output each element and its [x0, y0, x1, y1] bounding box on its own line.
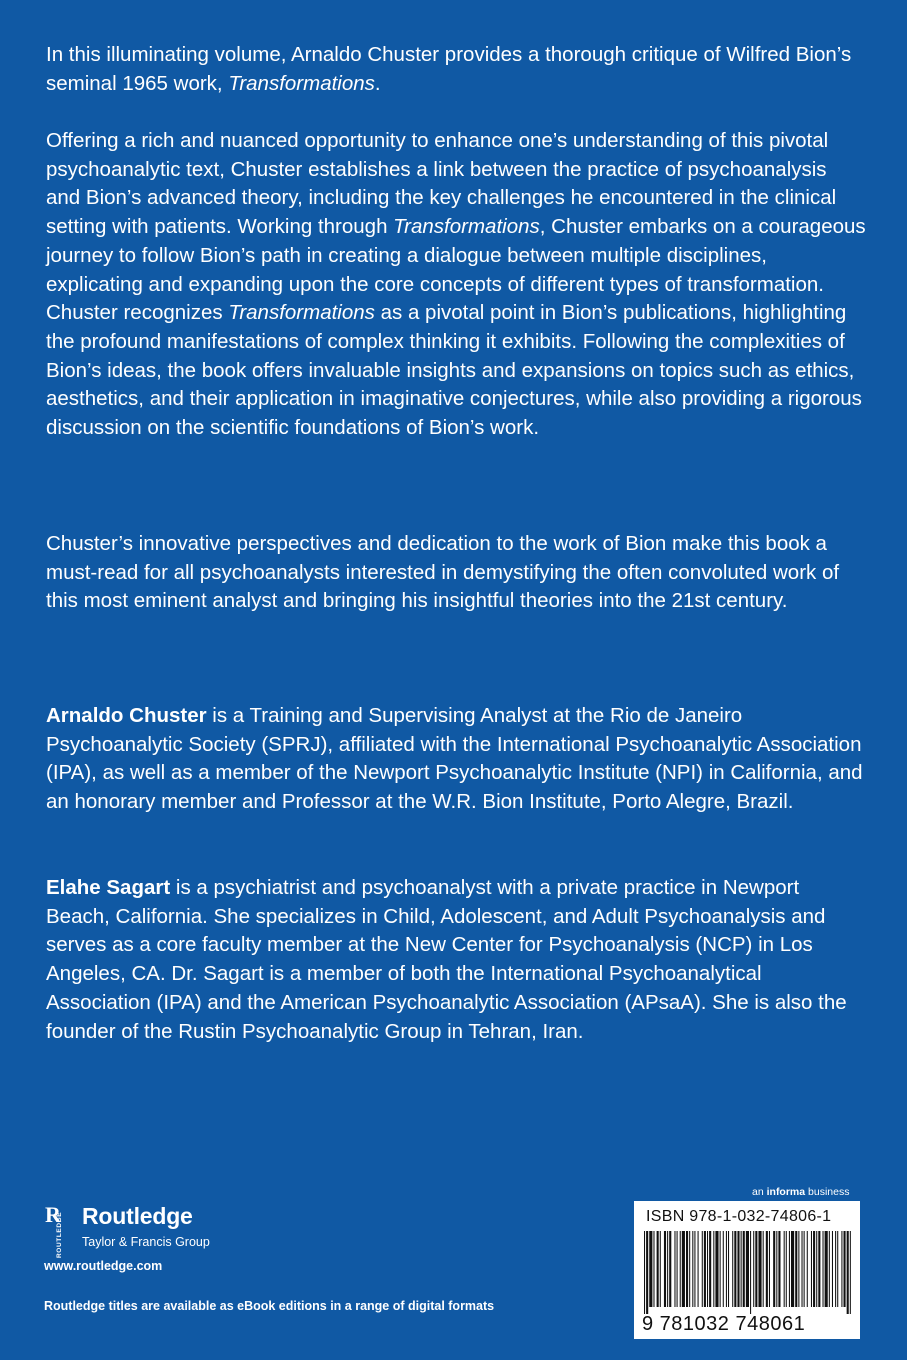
barcode-bar: [694, 1231, 695, 1307]
barcode-bar: [726, 1231, 727, 1307]
main-text-part3: as a pivotal point in Bion’s publications, highlighting the profound manifestations of complex thinking it exhibits. Following the complexities of Bion’s ideas, the book offers invaluable insights and expansions on topics such as ethics, aesthetics, and their application in imaginative conjectures, while also providing a rigorous discussion on the scientific foundations of Bion’s work.: [46, 301, 862, 440]
author-bio: [46, 702, 866, 817]
barcode-bar: [646, 1231, 648, 1314]
barcode-bars-icon: [642, 1231, 854, 1314]
editor-bio-text: is a psychiatrist and psychoanalyst with a private practice in Newport Beach, California. She specializes in Child, Adolescent, and Adult Psychoanalysis and serves as a core faculty member at the New Center for Psychoanalysis (NCP) in Los Angeles, CA. Dr. Sagart is a member of both the International Psychoanalytical Association (IPA) and the American Psychoanalytic Association (APsaA). She is also the founder of the Rustin Psychoanalytic Group in Tehran, Iran.: [46, 876, 847, 1043]
main-text-part2: , Chuster embarks on a courageous journey to follow Bion’s path in creating a dialogue between multiple disciplines, explicating and expanding upon the core concepts of different types of transformation. Chuster recognizes: [46, 215, 866, 325]
closing-text: Chuster’s innovative perspectives and dedication to the work of Bion make this book a must-read for all psychoanalysts interested in demystifying the often convoluted work of this most eminent analyst and bringing his insightful theories into the 21st century.: [46, 532, 840, 613]
editor-bio: [46, 874, 866, 1046]
barcode-bar: [835, 1231, 836, 1307]
barcode-bar: [677, 1231, 678, 1307]
informa-tagline: [752, 1186, 849, 1198]
barcode-bar: [667, 1231, 668, 1307]
barcode-bar: [709, 1231, 711, 1307]
book-title-italic: Transformations: [228, 71, 375, 95]
barcode-bar: [813, 1231, 815, 1307]
barcode-bar: [804, 1231, 805, 1307]
barcode-bar: [841, 1231, 842, 1307]
barcode-bar: [657, 1231, 659, 1307]
barcode-bar: [715, 1231, 718, 1307]
barcode-bar: [789, 1231, 790, 1307]
informa-brand: informa: [766, 1186, 806, 1198]
barcode-bar: [798, 1231, 799, 1307]
svg-text:ROUTLEDGE: ROUTLEDGE: [56, 1211, 63, 1258]
barcode-bar: [807, 1231, 808, 1307]
barcode-bar: [823, 1231, 824, 1307]
barcode-bar: [723, 1231, 724, 1307]
barcode-bar: [692, 1231, 693, 1307]
barcode-bar: [669, 1231, 671, 1307]
svg-text:R: R: [45, 1204, 61, 1227]
barcode-bar: [720, 1231, 721, 1307]
barcode-bar: [802, 1231, 803, 1307]
barcode-bar: [732, 1231, 733, 1307]
barcode-bar: [660, 1231, 661, 1307]
barcode-bar: [713, 1231, 714, 1307]
barcode-bar: [753, 1231, 754, 1307]
barcode-bar: [825, 1231, 828, 1307]
barcode-bar: [743, 1231, 745, 1307]
routledge-logo-icon: [44, 1204, 66, 1258]
intro-text: In this illuminating volume, Arnaldo Chuster provides a thorough critique of Wilfred Bion’s seminal 1965 work,: [46, 43, 852, 95]
barcode-bar: [776, 1231, 777, 1307]
barcode-bar: [795, 1231, 797, 1307]
barcode-bar: [702, 1231, 703, 1307]
barcode-bar: [784, 1231, 785, 1307]
book-title-italic: Transformations: [228, 301, 375, 325]
barcode-bar: [758, 1231, 761, 1307]
isbn-text: ISBN 978-1-032-74806-1: [646, 1208, 832, 1225]
publisher-name: Routledge: [82, 1203, 193, 1229]
barcode-bar: [791, 1231, 794, 1307]
isbn-barcode: [634, 1201, 860, 1339]
barcode-bar: [680, 1231, 681, 1307]
editor-name: Elahe Sagart: [46, 876, 171, 899]
barcode-bar: [674, 1231, 675, 1307]
intro-paragraph: [46, 41, 866, 98]
barcode-bar: [832, 1231, 833, 1307]
barcode-bar: [766, 1231, 768, 1307]
barcode-digits: 9 781032 748061: [642, 1313, 806, 1335]
closing-paragraph: [46, 530, 866, 616]
barcode-bar: [728, 1231, 729, 1307]
barcode-bar: [682, 1231, 685, 1307]
author-name: Arnaldo Chuster: [46, 704, 207, 727]
ebook-note: Routledge titles are available as eBook editions in a range of digital formats: [44, 1299, 495, 1313]
main-text-part1: Offering a rich and nuanced opportunity to enhance one’s understanding of this pivotal psychoanalytic text, Chuster establishes a link between the practice of psychoanalysis and Bion’s advanced theory, including the key challenges he encountered in the clinical setting with patients. Working through: [46, 129, 837, 239]
barcode-bar: [746, 1231, 749, 1307]
barcode-bar: [737, 1231, 739, 1307]
informa-prefix: an: [752, 1186, 767, 1198]
barcode-bar: [847, 1231, 849, 1314]
barcode-bar: [741, 1231, 742, 1307]
barcode-bar: [786, 1231, 787, 1307]
barcode-bar: [850, 1231, 851, 1314]
barcode-bar: [769, 1231, 770, 1307]
barcode-bar: [698, 1231, 699, 1307]
barcode-bar: [704, 1231, 706, 1307]
routledge-logo: [44, 1204, 244, 1260]
publisher-group: Taylor & Francis Group: [82, 1235, 210, 1249]
barcode-bar: [763, 1231, 764, 1307]
barcode-bar: [664, 1231, 666, 1307]
barcode-bar: [707, 1231, 708, 1307]
barcode-bar: [837, 1231, 838, 1307]
barcode-bar: [755, 1231, 757, 1307]
barcode-bar: [811, 1231, 812, 1307]
barcode-bar: [644, 1231, 645, 1314]
barcode-bar: [750, 1231, 751, 1314]
publisher-website: www.routledge.com: [44, 1259, 163, 1273]
barcode-bar: [816, 1231, 817, 1307]
informa-suffix: business: [805, 1186, 850, 1198]
barcode-bar: [686, 1231, 688, 1307]
barcode-bar: [829, 1231, 830, 1307]
barcode-bar: [818, 1231, 820, 1307]
barcode-bar: [734, 1231, 736, 1307]
intro-end: .: [374, 71, 381, 95]
barcode-bar: [653, 1231, 654, 1307]
author-bio-text: is a Training and Supervising Analyst at the Rio de Janeiro Psychoanalytic Society (SPRJ), affiliated with the International Psychoanalytic Association (IPA), as well as a member of the Newport Psychoanalytic Institute (NPI) in California, and an honorary member and Professor at the W.R. Bion Institute, Porto Alegre, Brazil.: [46, 704, 863, 814]
barcode-bar: [649, 1231, 652, 1307]
barcode-bar: [773, 1231, 775, 1307]
barcode-bar: [844, 1231, 846, 1307]
barcode-bar: [689, 1231, 690, 1307]
barcode-bar: [778, 1231, 780, 1307]
book-title-italic: Transformations: [393, 215, 540, 239]
main-paragraph: [46, 127, 866, 443]
